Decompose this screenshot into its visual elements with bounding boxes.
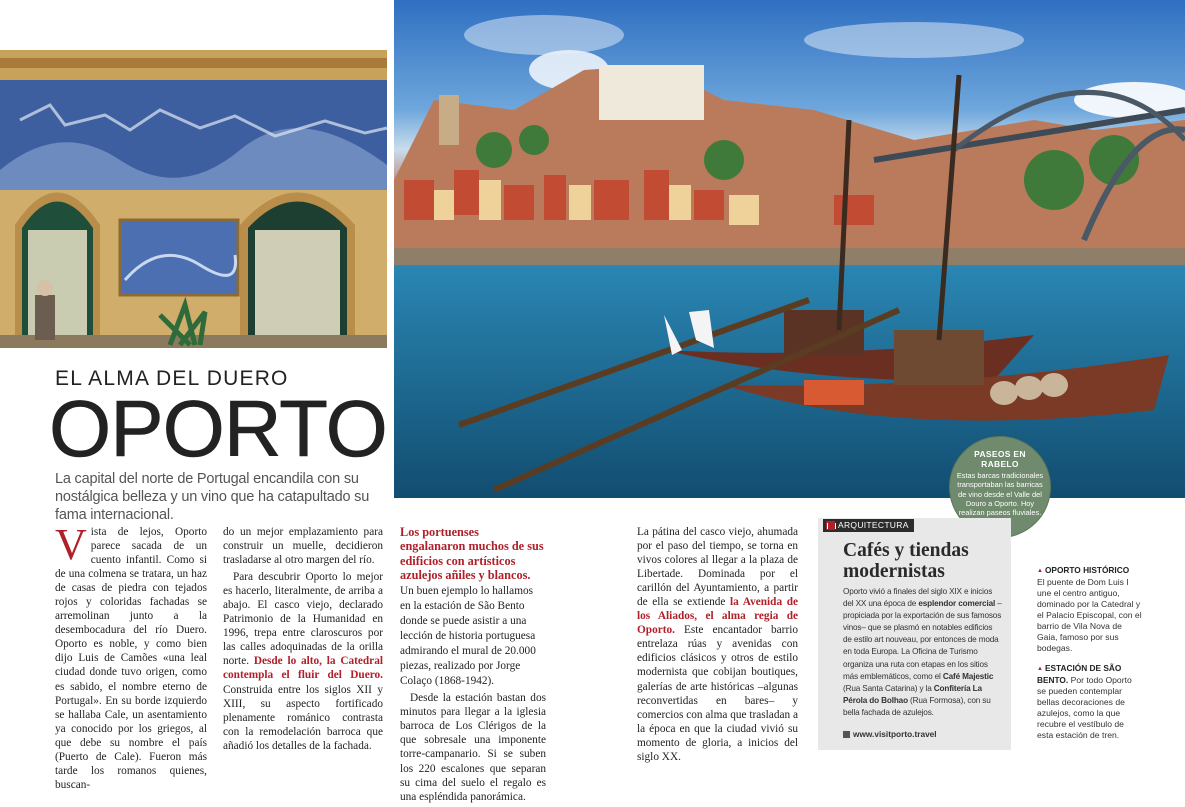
sidebar-bold: esplendor comercial [918,599,996,609]
pull-quote: Los portuenses engalanaron muchos de sus edificios con artísticos azulejos añiles y blancos. [400,525,544,582]
body-paragraph [223,570,383,753]
body-text: Para descubrir Oporto lo mejor es hacerlo, literalmente, de arriba a abajo. El casco viejo, declarado Patrimonio de la Humanidad en 1996, trepa entre claroscuros por las calles adoquinadas de la orilla norte. [223,571,383,668]
body-paragraph [637,525,798,764]
douro-river-photo [394,0,1185,498]
drop-cap: V [55,520,87,569]
photo-notes [1037,565,1142,750]
caption-title: PASEOS EN RABELO [974,449,1026,469]
body-paragraph: Desde la estación bastan dos minutos para llegar a la iglesia barroca de Los Clérigos de la que sobresale una imponente torre-campanario. Si se suben los 220 escalones que separan su cima del suelo el regalo es una espléndida panorámica. [400,692,546,803]
building-icon [826,521,835,530]
body-column-2 [223,525,383,756]
body-column-3 [400,525,546,807]
body-column-4 [637,525,798,767]
sidebar-bold: Confitería La Pérola do Bolhao [843,683,982,705]
caption-body: Estas barcas tradicionales transportaban las barricas de vino desde el Valle del Douro a Oporto. Hoy realizan paseos fluviales. [956,471,1044,518]
article-lead: La capital del norte de Portugal encandila con su nostálgica belleza y un vino que ha catapultado su fama internacional. [55,471,370,523]
article-kicker: EL ALMA DEL DUERO [55,367,289,390]
body-column-1 [55,520,207,795]
body-text: Construida entre los siglos XII y XIII, su aspecto fortificado plenamente románico contrasta con la remodelación barroca que añadió los detalles de la fachada. [223,683,383,752]
body-paragraph [400,525,546,688]
highlight-text: Desde lo alto, la Catedral contempla el fluir del Duero. [223,655,383,682]
note-heading: ▲ ESTACIÓN DE SÃO BENTO. [1037,663,1121,685]
note-heading: ▲ OPORTO HISTÓRICO [1037,565,1142,577]
sidebar-body [843,586,1003,719]
note-text: El puente de Dom Luis I une el centro antiguo, dominado por la Catedral y el Palacio Episcopal, con el barrio de Vila Nova de Gaia, famoso por sus bodegas. [1037,577,1142,653]
highlight-text: la Avenida de los Aliados, el alma regia de Oporto. [637,596,798,637]
article-title: OPORTO [49,384,387,473]
note-text: Por todo Oporto se pueden contemplar bellas decoraciones de azulejos, como la que recubre el vestíbulo de esta estación de tren. [1037,675,1132,740]
sidebar-url-text: www.visitporto.travel [853,729,937,739]
note-estacion-sao-bento [1037,663,1142,741]
body-text: La pátina del casco viejo, ahumada por el paso del tiempo, se torna en vivos colores al llegar a la plaza de Libertade. Dominada por el carillón del Ayuntamiento, a partir de ella se extiende [637,526,798,609]
sidebar-url[interactable] [843,729,937,739]
body-text: Este encantador barrio entrelaza rúas y avenidas con edificios clásicos y otros de estilo modernista que cobijan boutiques, galerías de arte históricas –algunas reconvertidas en bares– y comercios con alma que trasladan a la época en que la ciudad vivió su momento de gloria, a inicios del siglo XX. [637,624,798,763]
body-paragraph [55,520,207,792]
sidebar-title: Cafés y tiendas modernistas [843,540,969,582]
section-tag [823,519,914,532]
sidebar-bold: Café Majestic [942,671,994,681]
note-oporto-historico [1037,565,1142,654]
sidebar-text: (Rua Santa Catarina) y la [843,683,934,693]
body-paragraph: do un mejor emplazamiento para construir un muelle, decidieron trasladarse al otro margen del río. [223,526,383,567]
sidebar-text: (Rua Formosa), con su bella fachada de azulejos. [843,695,991,717]
sao-bento-station-photo [0,50,387,348]
sidebar-text: –propiciada por la exportación de sus famosos vinos– que se plasmó en notables edificios de estilo art nouveau, por entonces de moda en toda Europa. La Oficina de Turismo organiza una ruta con etapas en los sitios más emblemáticos, como el [843,599,1002,681]
body-text: Un buen ejemplo lo hallamos en la estación de São Bento donde se puede asistir a una lección de historia portuguesa admirando el mural de 20.000 piezas, realizado por Jorge Colaço (1868-1942). [400,584,536,688]
body-text: ista de lejos, Oporto parece sacada de un cuento infantil. Como si de una colmena se tratara, un haz de casas de piedra con tejados rojos y coloridas fachadas se arremolinan junto a la desembocadura del río Duero. Oporto es noble, y como bien dijo Luis de Camões «una leal ciudad donde tuvo origen, como es sabido, el nombre eterno de Portugal». En su borde izquierdo se hallaba Cale, un asentamiento ya conocido por los griegos, al que debe su nombre el país (Puerto de Cale). Fueron más tarde los romanos quienes, buscan- [55,526,207,791]
globe-icon [843,731,850,738]
station-illustration [0,50,387,348]
sidebar-text: Oporto vivió a finales del siglo XIX e inicios del XX una época de [843,587,993,609]
river-illustration [394,0,1185,498]
section-tag-label: ARQUITECTURA [838,520,909,530]
architecture-sidebar [818,518,1011,750]
